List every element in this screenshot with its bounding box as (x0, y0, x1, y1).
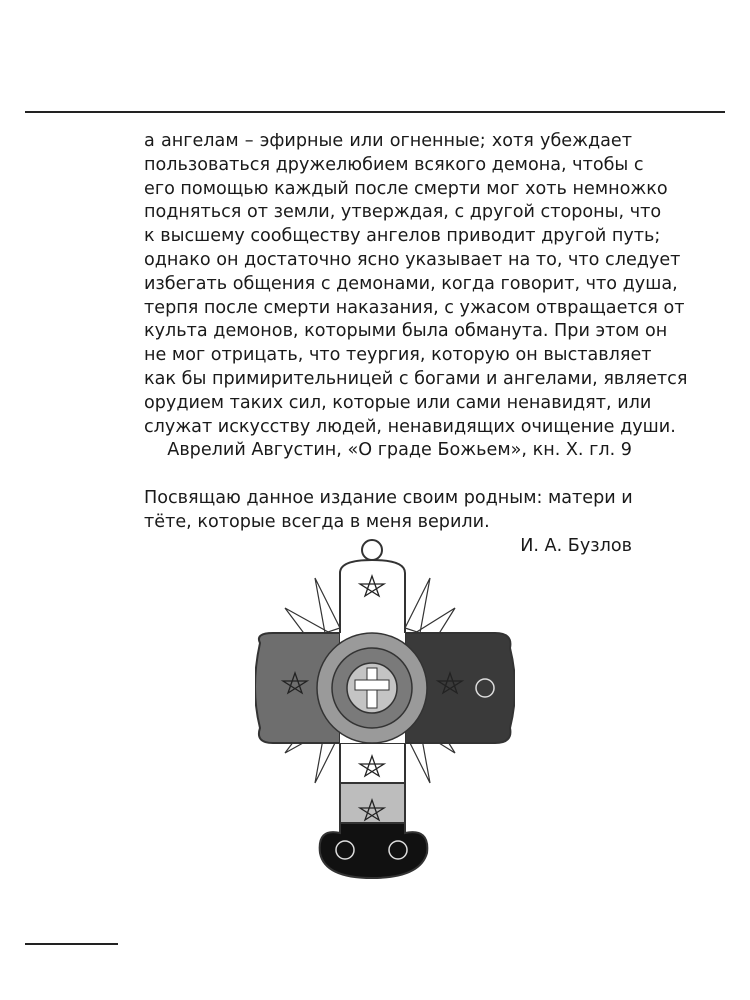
quote-line: избегать общения с демонами, когда говорит, что душа, (144, 273, 678, 294)
footer-rule (25, 943, 118, 945)
header-rule (25, 111, 725, 113)
dedication-line: тёте, которые всегда в меня верили. (144, 511, 490, 532)
rose-cross-illustration (255, 538, 515, 883)
quote-line: к высшему сообществу ангелов приводит другой путь; (144, 226, 661, 247)
quote-line: служат искусству людей, ненавидящих очищение души. (144, 416, 676, 437)
dedication-line: Посвящаю данное издание своим родным: матери и (144, 488, 633, 509)
quote-line: терпя после смерти наказания, с ужасом отвращается от (144, 297, 685, 318)
quote-line: культа демонов, которыми была обманута. При этом он (144, 321, 668, 342)
quote-attribution: Аврелий Августин, «О граде Божьем», кн. X. гл. 9 (167, 440, 632, 461)
page-text (144, 130, 688, 559)
quote-line: подняться от земли, утверждая, с другой стороны, что (144, 202, 662, 223)
quote-line: а ангелам – эфирные или огненные; хотя убеждает (144, 131, 632, 151)
quote-line: пользоваться дружелюбием всякого демона, чтобы с (144, 154, 644, 175)
quote-line: орудием таких сил, которые или сами ненавидят, или (144, 392, 652, 413)
quote-line: не мог отрицать, что теургия, которую он выставляет (144, 345, 652, 366)
quote-line: как бы примирительницей с богами и ангелами, является (144, 368, 688, 389)
quote-line: его помощью каждый после смерти мог хоть немножко (144, 178, 668, 199)
quote-line: однако он достаточно ясно указывает на то, что следует (144, 249, 681, 270)
dedication-signature: И. А. Бузлов (520, 535, 632, 556)
